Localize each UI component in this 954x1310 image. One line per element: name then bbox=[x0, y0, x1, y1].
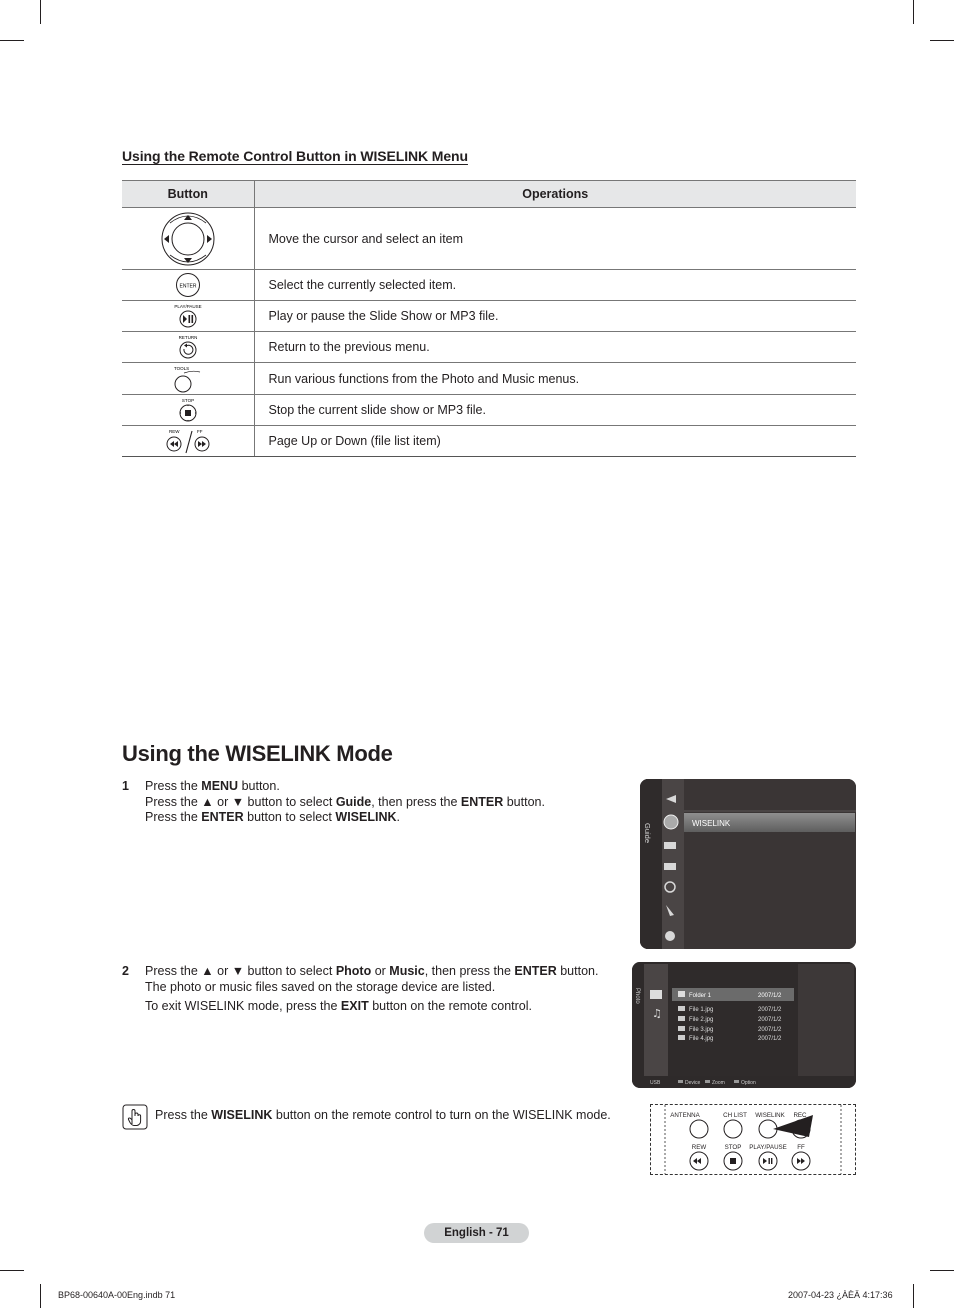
settings-gear-icon bbox=[665, 931, 675, 941]
step-body bbox=[145, 964, 598, 1015]
table-row bbox=[122, 208, 856, 270]
note bbox=[122, 1104, 622, 1130]
crop-mark bbox=[930, 40, 954, 41]
crop-mark bbox=[40, 1284, 41, 1308]
note-hand-icon bbox=[122, 1104, 148, 1130]
crop-mark bbox=[40, 0, 41, 24]
enter-icon-label: ENTER bbox=[179, 283, 197, 290]
footer-source: USB bbox=[650, 1080, 661, 1086]
play-pause-button[interactable] bbox=[759, 1152, 777, 1170]
operation-cell: Run various functions from the Photo and Music menus. bbox=[254, 363, 856, 395]
navigation-pad-icon bbox=[160, 211, 216, 267]
table-row bbox=[122, 363, 856, 395]
option-button-icon bbox=[734, 1080, 739, 1083]
step-line: Press the ▲ or ▼ button to select Photo or Music, then press the ENTER button. bbox=[145, 964, 599, 978]
chlist-label: CH LIST bbox=[723, 1112, 747, 1119]
pause-icon bbox=[771, 1158, 772, 1164]
guide-side-label: Guide bbox=[643, 823, 652, 844]
crop-mark bbox=[913, 0, 914, 24]
rew-icon bbox=[693, 1158, 701, 1164]
button-cell bbox=[122, 332, 254, 363]
music-note-icon[interactable]: ♫ bbox=[652, 1007, 662, 1020]
antenna-label: ANTENNA bbox=[670, 1112, 700, 1119]
remote-control-detail bbox=[650, 1104, 856, 1175]
file-date: 2007/1/2 bbox=[758, 1007, 782, 1013]
play-pause-icon-label: PLAY/PAUSE bbox=[174, 304, 202, 309]
channel-icon bbox=[664, 842, 676, 849]
folder-name: Folder 1 bbox=[689, 993, 712, 999]
folder-date: 2007/1/2 bbox=[758, 993, 782, 999]
column-header-operations: Operations bbox=[254, 181, 856, 208]
ff-icon bbox=[797, 1158, 805, 1164]
file-date: 2007/1/2 bbox=[758, 1027, 782, 1033]
device-button-icon bbox=[678, 1080, 683, 1083]
folder-icon bbox=[678, 991, 685, 997]
button-cell bbox=[122, 208, 254, 270]
guide-icon bbox=[664, 815, 678, 829]
setup-icon bbox=[664, 863, 676, 870]
print-timestamp: 2007-04-23 ¿ÀÈÄ 4:17:36 bbox=[788, 1290, 893, 1300]
rew-icon-label: REW bbox=[168, 429, 180, 434]
operation-cell: Move the cursor and select an item bbox=[254, 208, 856, 270]
footer-option: Option bbox=[741, 1080, 756, 1086]
page-number: English - 71 bbox=[424, 1223, 529, 1243]
footer-zoom: Zoom bbox=[712, 1080, 725, 1086]
table-row bbox=[122, 270, 856, 301]
stop-button-icon bbox=[174, 396, 202, 424]
return-icon-label: RETURN bbox=[178, 335, 198, 340]
pause-icon bbox=[769, 1158, 770, 1164]
step-number: 1 bbox=[122, 779, 129, 793]
step-line: The photo or music files saved on the storage device are listed. bbox=[145, 979, 496, 994]
stop-label: STOP bbox=[724, 1144, 742, 1151]
operation-cell: Play or pause the Slide Show or MP3 file. bbox=[254, 301, 856, 332]
chlist-button[interactable] bbox=[724, 1120, 742, 1138]
note-text: Press the WISELINK button on the remote control to turn on the WISELINK mode. bbox=[155, 1108, 611, 1122]
button-cell bbox=[122, 426, 254, 457]
section-title: Using the Remote Control Button in WISELINK Menu bbox=[122, 148, 468, 164]
photo-file-icon bbox=[678, 1035, 685, 1040]
tools-button-icon bbox=[170, 364, 206, 394]
file-name[interactable]: File 1.jpg bbox=[689, 1007, 714, 1013]
wiselink-label: WISELINK bbox=[755, 1112, 785, 1119]
operations-table bbox=[122, 180, 856, 457]
rec-label: REC bbox=[793, 1112, 807, 1119]
button-cell bbox=[122, 270, 254, 301]
file-name[interactable]: File 3.jpg bbox=[689, 1027, 714, 1033]
ff-icon-label: FF bbox=[196, 429, 203, 434]
rew-label: REW bbox=[691, 1144, 707, 1151]
rew-ff-buttons-icon bbox=[165, 427, 211, 455]
photo-file-icon bbox=[678, 1006, 685, 1011]
wiselink-menu-label: WISELINK bbox=[692, 819, 731, 828]
photo-file-icon bbox=[678, 1016, 685, 1021]
zoom-button-icon bbox=[705, 1080, 710, 1083]
crop-mark bbox=[0, 1270, 24, 1271]
file-info: BP68-00640A-00Eng.indb 71 bbox=[58, 1290, 176, 1300]
step-number: 2 bbox=[122, 964, 129, 978]
operation-cell: Select the currently selected item. bbox=[254, 270, 856, 301]
antenna-button[interactable] bbox=[690, 1120, 708, 1138]
play-icon bbox=[763, 1158, 767, 1164]
enter-button-icon bbox=[175, 272, 201, 298]
crop-mark bbox=[913, 1284, 914, 1308]
play-pause-button-icon bbox=[172, 302, 204, 330]
button-cell bbox=[122, 395, 254, 426]
photo-list-screen bbox=[632, 962, 856, 1088]
photo-side-label: Photo bbox=[634, 988, 640, 1004]
step-line: To exit WISELINK mode, press the EXIT button on the remote control. bbox=[145, 999, 533, 1013]
step-line: Press the ▲ or ▼ button to select Guide, then press the ENTER button. bbox=[145, 794, 545, 809]
file-name[interactable]: File 4.jpg bbox=[689, 1036, 714, 1042]
table-row bbox=[122, 395, 856, 426]
ff-label: FF bbox=[797, 1144, 805, 1151]
table-header-row bbox=[122, 181, 856, 208]
file-date: 2007/1/2 bbox=[758, 1036, 782, 1042]
photo-file-icon bbox=[678, 1026, 685, 1031]
file-date: 2007/1/2 bbox=[758, 1017, 782, 1023]
table-row bbox=[122, 332, 856, 363]
photo-category-icon[interactable] bbox=[650, 990, 662, 999]
play-pause-label: PLAY/PAUSE bbox=[749, 1144, 787, 1151]
file-name[interactable]: File 2.jpg bbox=[689, 1017, 714, 1023]
column-header-button: Button bbox=[122, 181, 254, 208]
operation-cell: Stop the current slide show or MP3 file. bbox=[254, 395, 856, 426]
table-row bbox=[122, 301, 856, 332]
stop-icon bbox=[730, 1158, 736, 1164]
button-cell bbox=[122, 363, 254, 395]
crop-mark bbox=[930, 1270, 954, 1271]
button-cell bbox=[122, 301, 254, 332]
step-line: Press the MENU button. bbox=[145, 779, 280, 793]
operation-cell: Page Up or Down (file list item) bbox=[254, 426, 856, 457]
page-title: Using the WISELINK Mode bbox=[122, 741, 393, 766]
crop-mark bbox=[0, 40, 24, 41]
return-button-icon bbox=[174, 333, 202, 361]
stop-icon-label: STOP bbox=[181, 398, 194, 403]
step-line: Press the ENTER button to select WISELINK. bbox=[145, 810, 400, 824]
guide-menu-screen bbox=[640, 779, 856, 949]
step-body bbox=[145, 779, 545, 826]
footer-device: Device bbox=[685, 1080, 701, 1086]
table-row bbox=[122, 426, 856, 457]
tools-icon-label: TOOLS bbox=[173, 365, 189, 371]
operation-cell: Return to the previous menu. bbox=[254, 332, 856, 363]
